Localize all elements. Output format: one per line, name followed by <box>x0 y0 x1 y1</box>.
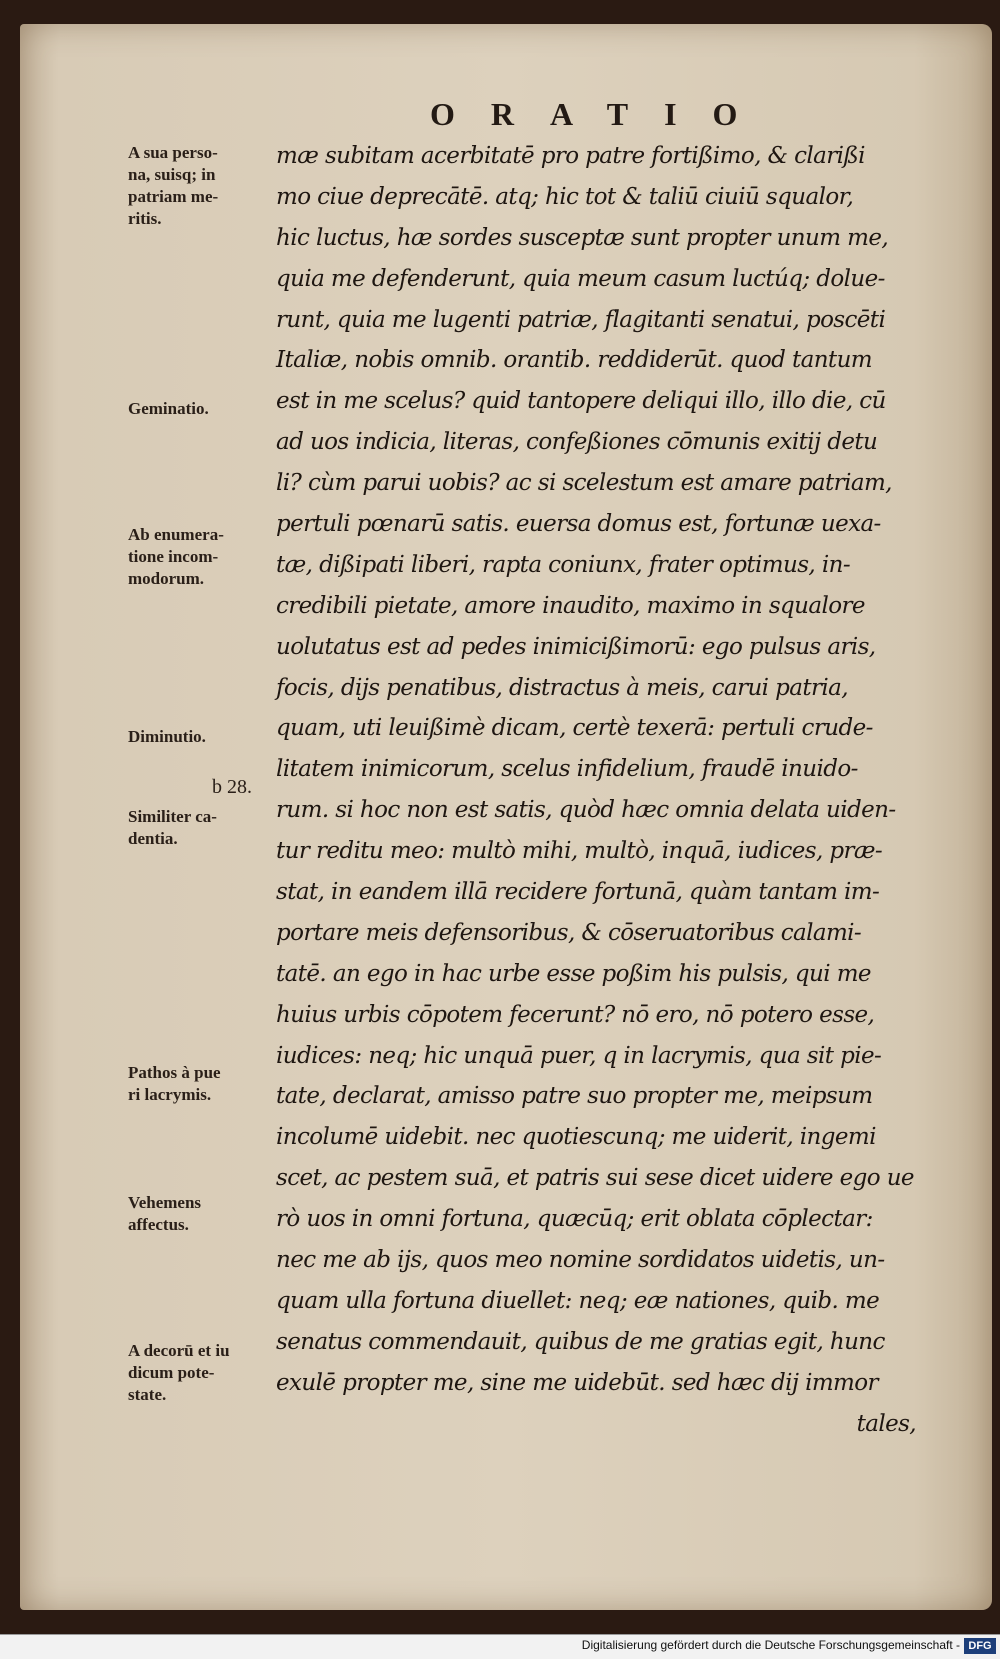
margin-note-line: Diminutio. <box>128 727 206 746</box>
catchword: tales, <box>856 1410 916 1437</box>
text-line: portare meis defensoribus, & cōseruatoribus calami- <box>276 919 862 946</box>
text-line: exulē propter me, sine me uidebūt. sed hæc dij immor <box>276 1369 878 1396</box>
text-line: hic luctus, hæ sordes susceptæ sunt propter unum me, <box>276 224 889 251</box>
margin-note-line: A decorū et iu <box>128 1341 230 1360</box>
margin-note <box>128 524 278 590</box>
margin-note-line: dicum pote- <box>128 1363 215 1382</box>
margin-note <box>128 142 278 230</box>
text-line: rum. si hoc non est satis, quòd hæc omnia delata uiden- <box>276 797 896 824</box>
margin-note <box>128 1340 278 1406</box>
margin-note-line: modorum. <box>128 569 205 588</box>
margin-note <box>128 806 278 850</box>
text-line: huius urbis cōpotem fecerunt? nō ero, nō potero esse, <box>276 1001 875 1028</box>
margin-note-line: ri lacrymis. <box>128 1085 212 1104</box>
margin-note-line: patriam me- <box>128 187 219 206</box>
text-line: tæ, dißipati liberi, rapta coniunx, frater optimus, in- <box>276 551 850 578</box>
text-line: nec me ab ijs, quos meo nomine sordidatos uidetis, un- <box>276 1247 885 1274</box>
margin-note-line: dentia. <box>128 829 178 848</box>
text-line: rò uos in omni fortuna, quæcūq; erit oblata cōplectar: <box>276 1206 873 1233</box>
margin-note-line: Ab enumera- <box>128 525 224 544</box>
text-line: li? cùm parui uobis? ac si scelestum est amare patriam, <box>276 470 892 497</box>
text-line: tatē. an ego in hac urbe esse poßim his pulsis, qui me <box>276 960 871 987</box>
margin-note <box>128 398 278 420</box>
margin-note-line: Pathos à pue <box>128 1063 221 1082</box>
text-line: pertuli pœnarū satis. euersa domus est, fortunæ uexa- <box>276 511 881 538</box>
text-line: quam ulla fortuna diuellet: neq; eæ nationes, quib. me <box>276 1287 880 1314</box>
text-line: ad uos indicia, literas, confeßiones cōmunis exitij detu <box>276 429 878 456</box>
text-line: litatem inimicorum, scelus infidelium, fraudē inuido- <box>276 756 858 783</box>
margin-note-line: ritis. <box>128 209 162 228</box>
margin-note <box>128 726 278 748</box>
text-line: Italiæ, nobis omnib. orantib. reddiderūt. quod tantum <box>276 347 872 374</box>
text-line: stat, in eandem illā recidere fortunā, quàm tantam im- <box>276 879 880 906</box>
margin-note-line: Similiter ca- <box>128 807 217 826</box>
text-line: focis, dijs penatibus, distractus à meis, carui patria, <box>276 674 848 701</box>
margin-note-line: state. <box>128 1385 167 1404</box>
text-line: quia me defenderunt, quia meum casum luctúq; dolue- <box>276 265 885 292</box>
text-line: tate, declarat, amisso patre suo propter me, meipsum <box>276 1083 873 1110</box>
margin-note-line: na, suisq; in <box>128 165 216 184</box>
digitization-footer <box>0 1634 1000 1659</box>
text-line: mæ subitam acerbitatē pro patre fortißimo, & clarißi <box>276 143 865 169</box>
margin-note-line: tione incom- <box>128 547 219 566</box>
text-line: runt, quia me lugenti patriæ, flagitanti senatui, poscēti <box>276 306 886 333</box>
running-header: ORATIO <box>430 96 774 132</box>
body-text <box>276 136 976 1445</box>
text-line: credibili pietate, amore inaudito, maximo in squalore <box>276 592 865 619</box>
text-line: incolumē uidebit. nec quotiescunq; me uiderit, ingemi <box>276 1124 876 1151</box>
text-line: uolutatus est ad pedes inimicißimorū: ego pulsus aris, <box>276 633 876 660</box>
margin-note-line: A sua perso- <box>128 143 218 162</box>
margin-note-line: Geminatio. <box>128 399 209 418</box>
text-line: tur reditu meo: multò mihi, multò, inquā, iudices, præ- <box>276 838 883 865</box>
margin-note-line: affectus. <box>128 1215 189 1234</box>
margin-note <box>128 1062 278 1106</box>
dfg-logo-icon: DFG <box>964 1638 996 1654</box>
margin-note <box>128 1192 278 1236</box>
text-line: iudices: neq; hic unquā puer, q in lacrymis, qua sit pie- <box>276 1042 882 1069</box>
margin-note-line: Vehemens <box>128 1193 202 1212</box>
text-line: mo ciue deprecātē. atq; hic tot & taliū ciuiū squalor, <box>276 183 854 210</box>
text-line: quam, uti leuißimè dicam, certè texerā: pertuli crude- <box>276 715 873 742</box>
text-line: est in me scelus? quid tantopere deliqui illo, illo die, cū <box>276 388 886 415</box>
footer-credit: Digitalisierung gefördert durch die Deutsche Forschungsgemeinschaft - <box>581 1638 960 1652</box>
text-line: scet, ac pestem suā, et patris sui sese dicet uidere ego ue <box>276 1165 914 1192</box>
text-line: senatus commendauit, quibus de me gratias egit, hunc <box>276 1328 885 1355</box>
signature-mark: b 28. <box>212 776 252 798</box>
